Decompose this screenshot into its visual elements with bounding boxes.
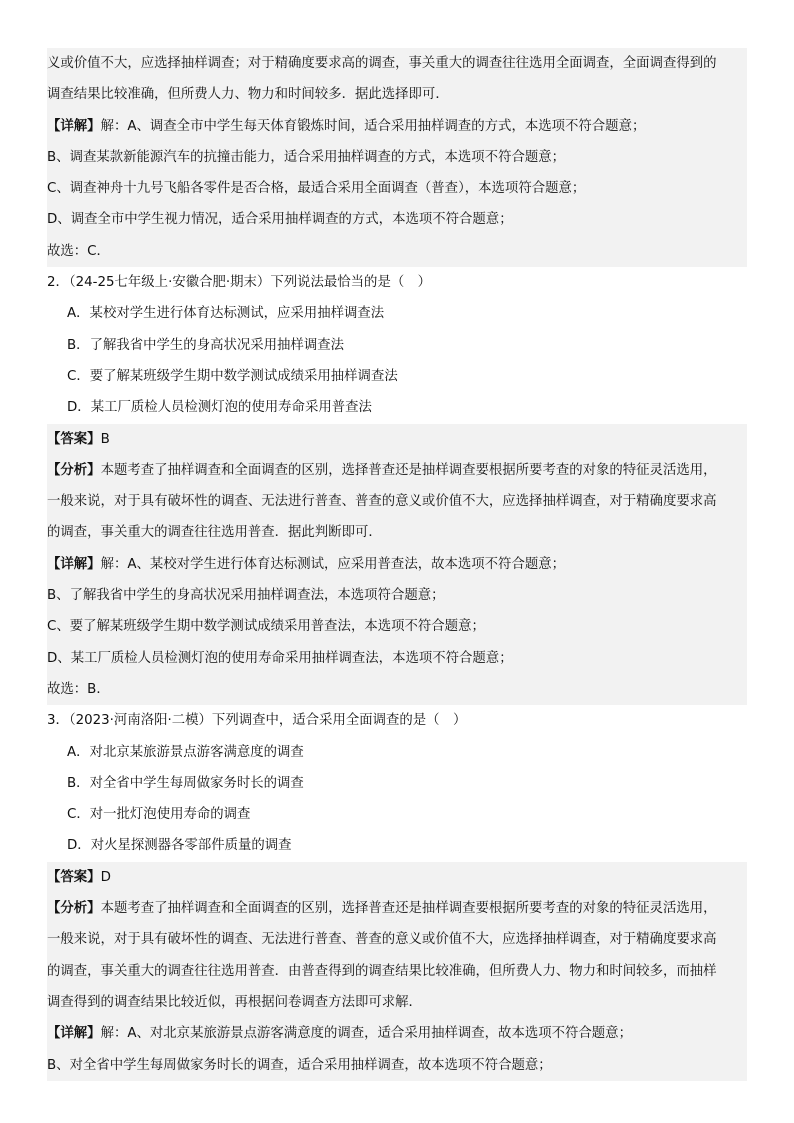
analysis-line bbox=[47, 893, 747, 924]
detail-line: B、调查某款新能源汽车的抗撞击能力，适合采用抽样调查的方式，本选项不符合题意； bbox=[47, 142, 747, 173]
detail-line bbox=[47, 549, 747, 580]
analysis-line: 的调查，事关重大的调查往往选用普查．由普查得到的调查结果比较准确，但所费人力、物力和时间较多，而抽样 bbox=[47, 956, 747, 987]
answer-value: B bbox=[100, 431, 110, 447]
detail-text: 解：A、对北京某旅游景点游客满意度的调查，适合采用抽样调查，故本选项不符合题意； bbox=[100, 1026, 632, 1042]
answer-line bbox=[47, 424, 747, 455]
answer-value: D bbox=[100, 869, 111, 885]
analysis-continued-line: 调查结果比较准确，但所费人力、物力和时间较多．据此选择即可． bbox=[47, 79, 747, 110]
analysis-line: 的调查，事关重大的调查往往选用普查．据此判断即可． bbox=[47, 517, 747, 548]
question-3-option-a: A．对北京某旅游景点游客满意度的调查 bbox=[67, 744, 304, 760]
conclusion-line: 故选：C． bbox=[47, 236, 747, 267]
question-2-option-a: A．某校对学生进行体育达标测试，应采用抽样调查法 bbox=[67, 306, 385, 322]
analysis-tag: 【分析】 bbox=[47, 462, 101, 478]
detail-tag: 【详解】 bbox=[47, 1026, 101, 1042]
question-3-option-d: D．对火星探测器各零部件质量的调查 bbox=[67, 838, 292, 854]
analysis-line: 一般来说，对于具有破坏性的调查、无法进行普查、普查的意义或价值不大，应选择抽样调查，对于精确度要求高 bbox=[47, 486, 747, 517]
detail-tag: 【详解】 bbox=[47, 556, 101, 572]
document-page bbox=[47, 48, 747, 1081]
analysis-tag: 【分析】 bbox=[47, 901, 101, 917]
detail-line: B、了解我省中学生的身高状况采用抽样调查法，本选项符合题意； bbox=[47, 580, 747, 611]
question-3-stem: 3．（2023·河南洛阳·二模）下列调查中，适合采用全面调查的是（ ） bbox=[47, 713, 467, 729]
detail-line: C、要了解某班级学生期中数学测试成绩采用普查法，本选项不符合题意； bbox=[47, 611, 747, 642]
detail-line: D、调查全市中学生视力情况，适合采用抽样调查的方式，本选项不符合题意； bbox=[47, 204, 747, 235]
answer-tag: 【答案】 bbox=[47, 431, 101, 447]
detail-line: D、某工厂质检人员检测灯泡的使用寿命采用抽样调查法，本选项不符合题意； bbox=[47, 643, 747, 674]
question-2-option-c: C．要了解某班级学生期中数学测试成绩采用抽样调查法 bbox=[67, 368, 398, 384]
detail-line bbox=[47, 111, 747, 142]
question-2-option-d: D．某工厂质检人员检测灯泡的使用寿命采用普查法 bbox=[67, 400, 372, 416]
analysis-line: 调查得到的调查结果比较近似，再根据问卷调查方法即可求解． bbox=[47, 987, 747, 1018]
question-2-option-b: B．了解我省中学生的身高状况采用抽样调查法 bbox=[67, 337, 344, 353]
analysis-line: 一般来说，对于具有破坏性的调查、无法进行普查、普查的意义或价值不大，应选择抽样调查，对于精确度要求高 bbox=[47, 924, 747, 955]
detail-tag: 【详解】 bbox=[47, 118, 101, 134]
detail-text: 解：A、某校对学生进行体育达标测试，应采用普查法，故本选项不符合题意； bbox=[100, 556, 566, 572]
detail-line: B、对全省中学生每周做家务时长的调查，适合采用抽样调查，故本选项不符合题意； bbox=[47, 1050, 747, 1081]
analysis-text: 本题考查了抽样调查和全面调查的区别，选择普查还是抽样调查要根据所要考查的对象的特征灵活选用， bbox=[100, 901, 717, 917]
question-3-option-b: B．对全省中学生每周做家务时长的调查 bbox=[67, 775, 304, 791]
analysis-continued-line: 义或价值不大，应选择抽样调查；对于精确度要求高的调查，事关重大的调查往往选用全面调查，全面调查得到的 bbox=[47, 48, 747, 79]
detail-line: C、调查神舟十九号飞船各零件是否合格，最适合采用全面调查（普查），本选项符合题意； bbox=[47, 173, 747, 204]
analysis-text: 本题考查了抽样调查和全面调查的区别，选择普查还是抽样调查要根据所要考查的对象的特征灵活选用， bbox=[100, 462, 717, 478]
answer-line bbox=[47, 862, 747, 893]
analysis-line bbox=[47, 455, 747, 486]
answer-tag: 【答案】 bbox=[47, 869, 101, 885]
detail-text: 解：A、调查全市中学生每天体育锻炼时间，适合采用抽样调查的方式，本选项不符合题意； bbox=[100, 118, 646, 134]
question-3-option-c: C．对一批灯泡使用寿命的调查 bbox=[67, 807, 251, 823]
question-2-stem: 2．（24-25七年级上·安徽合肥·期末）下列说法最恰当的是（ ） bbox=[47, 275, 432, 291]
conclusion-line: 故选：B． bbox=[47, 674, 747, 705]
detail-line bbox=[47, 1018, 747, 1049]
